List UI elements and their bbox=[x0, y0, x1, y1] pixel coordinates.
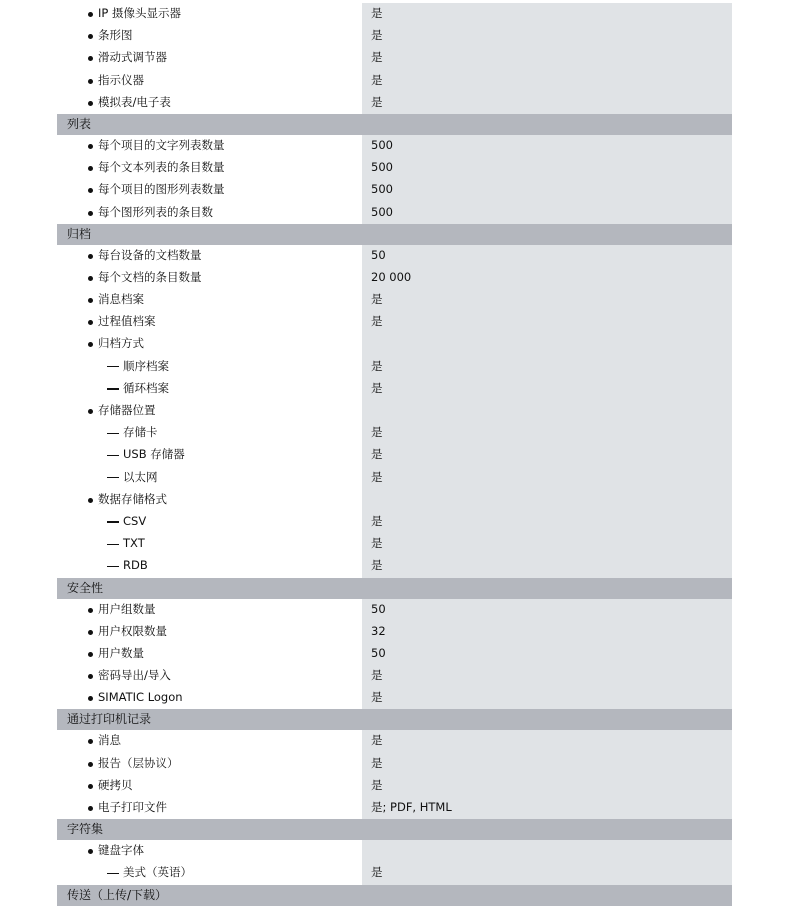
spec-subrow bbox=[57, 378, 732, 400]
bullet-icon bbox=[88, 608, 93, 613]
spec-label: 每个项目的文字列表数量 bbox=[98, 137, 225, 152]
spec-label: 报告（层协议） bbox=[98, 755, 179, 770]
value-cell bbox=[362, 311, 732, 333]
spec-value: 20 000 bbox=[371, 269, 412, 284]
bullet-icon bbox=[88, 12, 93, 17]
spec-row bbox=[57, 797, 732, 819]
spec-value: 是; PDF, HTML bbox=[371, 800, 452, 814]
value-cell bbox=[362, 289, 732, 311]
spec-label: 条形图 bbox=[98, 28, 133, 43]
spec-label: 每个图形列表的条目数 bbox=[98, 204, 213, 219]
bullet-icon bbox=[88, 211, 93, 216]
spec-row bbox=[57, 489, 732, 511]
spec-value: 是 bbox=[371, 94, 383, 109]
bullet-icon bbox=[88, 674, 93, 679]
value-cell bbox=[362, 599, 732, 621]
spec-label: 以太网 bbox=[123, 469, 158, 484]
value-cell bbox=[362, 245, 732, 267]
section-header bbox=[57, 578, 732, 599]
spec-label: 每台设备的文档数量 bbox=[98, 247, 202, 262]
spec-row bbox=[57, 70, 732, 92]
spec-value: 500 bbox=[371, 182, 393, 197]
spec-label: TXT bbox=[123, 536, 145, 551]
section-title: 归档 bbox=[67, 226, 92, 241]
spec-row bbox=[57, 400, 732, 422]
spec-label: 循环档案 bbox=[123, 380, 169, 395]
dash-icon bbox=[107, 873, 119, 874]
spec-value: 50 bbox=[371, 601, 386, 616]
spec-label: 每个项目的图形列表数量 bbox=[98, 182, 225, 197]
spec-subrow bbox=[57, 444, 732, 466]
value-cell bbox=[362, 400, 732, 422]
spec-value: 50 bbox=[371, 645, 386, 660]
section-header bbox=[57, 224, 732, 245]
bullet-icon bbox=[88, 166, 93, 171]
spec-subrow bbox=[57, 467, 732, 489]
spec-row bbox=[57, 599, 732, 621]
spec-label: CSV bbox=[123, 513, 147, 528]
bullet-icon bbox=[88, 784, 93, 789]
spec-label: 消息 bbox=[98, 733, 121, 748]
bullet-icon bbox=[88, 276, 93, 281]
spec-value: 500 bbox=[371, 160, 393, 175]
spec-value: 是 bbox=[371, 755, 383, 770]
spec-row bbox=[57, 245, 732, 267]
value-cell bbox=[362, 70, 732, 92]
bullet-icon bbox=[88, 652, 93, 657]
value-cell bbox=[362, 267, 732, 289]
bullet-icon bbox=[88, 762, 93, 767]
spec-row bbox=[57, 687, 732, 709]
spec-label: 消息档案 bbox=[98, 292, 144, 307]
bullet-icon bbox=[88, 144, 93, 149]
section-title: 列表 bbox=[67, 116, 92, 131]
spec-value: 是 bbox=[371, 447, 383, 462]
spec-row bbox=[57, 157, 732, 179]
value-cell bbox=[362, 467, 732, 489]
spec-value: 是 bbox=[371, 536, 383, 551]
spec-row bbox=[57, 289, 732, 311]
spec-label: USB 存储器 bbox=[123, 447, 185, 462]
spec-label: 指示仪器 bbox=[98, 72, 144, 87]
value-cell bbox=[362, 775, 732, 797]
spec-value: 是 bbox=[371, 28, 383, 43]
spec-value: 是 bbox=[371, 72, 383, 87]
spec-row bbox=[57, 333, 732, 355]
spec-row bbox=[57, 267, 732, 289]
spec-label: 美式（英语） bbox=[123, 865, 192, 880]
bullet-icon bbox=[88, 630, 93, 635]
spec-label: 模拟表/电子表 bbox=[98, 94, 171, 109]
value-cell bbox=[362, 730, 732, 752]
spec-label: 用户权限数量 bbox=[98, 623, 167, 638]
bullet-icon bbox=[88, 498, 93, 503]
value-cell bbox=[362, 665, 732, 687]
spec-label: 存储卡 bbox=[123, 425, 158, 440]
value-cell bbox=[362, 47, 732, 69]
section-title: 传送（上传/下载） bbox=[67, 887, 168, 902]
spec-subrow bbox=[57, 511, 732, 533]
value-cell bbox=[362, 511, 732, 533]
value-cell bbox=[362, 92, 732, 114]
spec-row bbox=[57, 3, 732, 25]
spec-value: 是 bbox=[371, 6, 383, 20]
value-cell bbox=[362, 555, 732, 577]
value-cell bbox=[362, 157, 732, 179]
value-cell bbox=[362, 643, 732, 665]
spec-label: IP 摄像头显示器 bbox=[98, 6, 181, 20]
dash-icon bbox=[107, 544, 119, 545]
section-header bbox=[57, 709, 732, 730]
spec-value: 是 bbox=[371, 358, 383, 373]
bullet-icon bbox=[88, 188, 93, 193]
spec-label: 电子打印文件 bbox=[98, 800, 167, 814]
value-cell bbox=[362, 687, 732, 709]
spec-row bbox=[57, 840, 732, 862]
value-cell bbox=[362, 621, 732, 643]
dash-icon bbox=[107, 366, 119, 367]
spec-row bbox=[57, 775, 732, 797]
spec-label: 数据存储格式 bbox=[98, 491, 167, 506]
value-cell bbox=[362, 333, 732, 355]
spec-value: 是 bbox=[371, 513, 383, 528]
section-title: 通过打印机记录 bbox=[67, 712, 152, 727]
spec-row bbox=[57, 665, 732, 687]
dash-icon bbox=[107, 521, 119, 522]
section-title: 字符集 bbox=[67, 822, 104, 837]
value-cell bbox=[362, 797, 732, 819]
spec-value: 500 bbox=[371, 204, 393, 219]
spec-value: 是 bbox=[371, 425, 383, 440]
spec-label: 过程值档案 bbox=[98, 314, 156, 329]
spec-label: 硬拷贝 bbox=[98, 777, 133, 792]
bullet-icon bbox=[88, 806, 93, 811]
spec-value: 是 bbox=[371, 668, 383, 683]
bullet-icon bbox=[88, 696, 93, 701]
value-cell bbox=[362, 378, 732, 400]
section-header bbox=[57, 114, 732, 135]
bullet-icon bbox=[88, 101, 93, 106]
bullet-icon bbox=[88, 254, 93, 259]
spec-subrow bbox=[57, 555, 732, 577]
spec-row bbox=[57, 643, 732, 665]
spec-row bbox=[57, 753, 732, 775]
bullet-icon bbox=[88, 298, 93, 303]
spec-label: 用户数量 bbox=[98, 645, 144, 660]
value-cell bbox=[362, 3, 732, 25]
spec-value: 是 bbox=[371, 777, 383, 792]
spec-value: 是 bbox=[371, 292, 383, 307]
spec-row bbox=[57, 730, 732, 752]
dash-icon bbox=[107, 455, 119, 456]
spec-value: 是 bbox=[371, 733, 383, 748]
value-cell bbox=[362, 533, 732, 555]
spec-label: SIMATIC Logon bbox=[98, 690, 183, 705]
value-cell bbox=[362, 753, 732, 775]
dash-icon bbox=[107, 433, 119, 434]
spec-value: 50 bbox=[371, 247, 386, 262]
spec-subrow bbox=[57, 422, 732, 444]
spec-label: 滑动式调节器 bbox=[98, 50, 167, 65]
spec-label: 用户组数量 bbox=[98, 601, 156, 616]
spec-row bbox=[57, 621, 732, 643]
spec-value: 32 bbox=[371, 623, 386, 638]
dash-icon bbox=[107, 388, 119, 389]
spec-label: 顺序档案 bbox=[123, 358, 169, 373]
spec-label: 密码导出/导入 bbox=[98, 668, 171, 683]
bullet-icon bbox=[88, 320, 93, 325]
spec-value: 是 bbox=[371, 690, 383, 705]
dash-icon bbox=[107, 566, 119, 567]
bullet-icon bbox=[88, 739, 93, 744]
spec-row bbox=[57, 47, 732, 69]
spec-subrow bbox=[57, 533, 732, 555]
spec-subrow bbox=[57, 356, 732, 378]
spec-value: 是 bbox=[371, 469, 383, 484]
spec-value: 500 bbox=[371, 137, 393, 152]
spec-row bbox=[57, 179, 732, 201]
section-header bbox=[57, 885, 732, 906]
value-cell bbox=[362, 135, 732, 157]
spec-row bbox=[57, 92, 732, 114]
bullet-icon bbox=[88, 849, 93, 854]
bullet-icon bbox=[88, 34, 93, 39]
spec-label: 每个文本列表的条目数量 bbox=[98, 160, 225, 175]
spec-label: 存储器位置 bbox=[98, 403, 156, 417]
spec-value: 是 bbox=[371, 50, 383, 65]
value-cell bbox=[362, 179, 732, 201]
section-header bbox=[57, 819, 732, 840]
spec-label: 每个文档的条目数量 bbox=[98, 269, 202, 284]
value-cell bbox=[362, 422, 732, 444]
value-cell bbox=[362, 202, 732, 224]
section-title: 安全性 bbox=[67, 580, 104, 595]
bullet-icon bbox=[88, 342, 93, 347]
value-cell bbox=[362, 862, 732, 884]
spec-label: 键盘字体 bbox=[98, 843, 144, 858]
spec-row bbox=[57, 135, 732, 157]
spec-subrow bbox=[57, 862, 732, 884]
spec-label: 归档方式 bbox=[98, 336, 144, 351]
bullet-icon bbox=[88, 409, 93, 414]
spec-row bbox=[57, 311, 732, 333]
value-cell bbox=[362, 489, 732, 511]
bullet-icon bbox=[88, 56, 93, 61]
spec-table bbox=[57, 3, 732, 906]
spec-row bbox=[57, 202, 732, 224]
spec-value: 是 bbox=[371, 380, 383, 395]
spec-row bbox=[57, 25, 732, 47]
spec-value: 是 bbox=[371, 314, 383, 329]
spec-label: RDB bbox=[123, 558, 148, 573]
bullet-icon bbox=[88, 79, 93, 84]
value-cell bbox=[362, 25, 732, 47]
spec-value: 是 bbox=[371, 865, 383, 880]
value-cell bbox=[362, 840, 732, 862]
dash-icon bbox=[107, 477, 119, 478]
value-cell bbox=[362, 356, 732, 378]
value-cell bbox=[362, 444, 732, 466]
spec-value: 是 bbox=[371, 558, 383, 573]
